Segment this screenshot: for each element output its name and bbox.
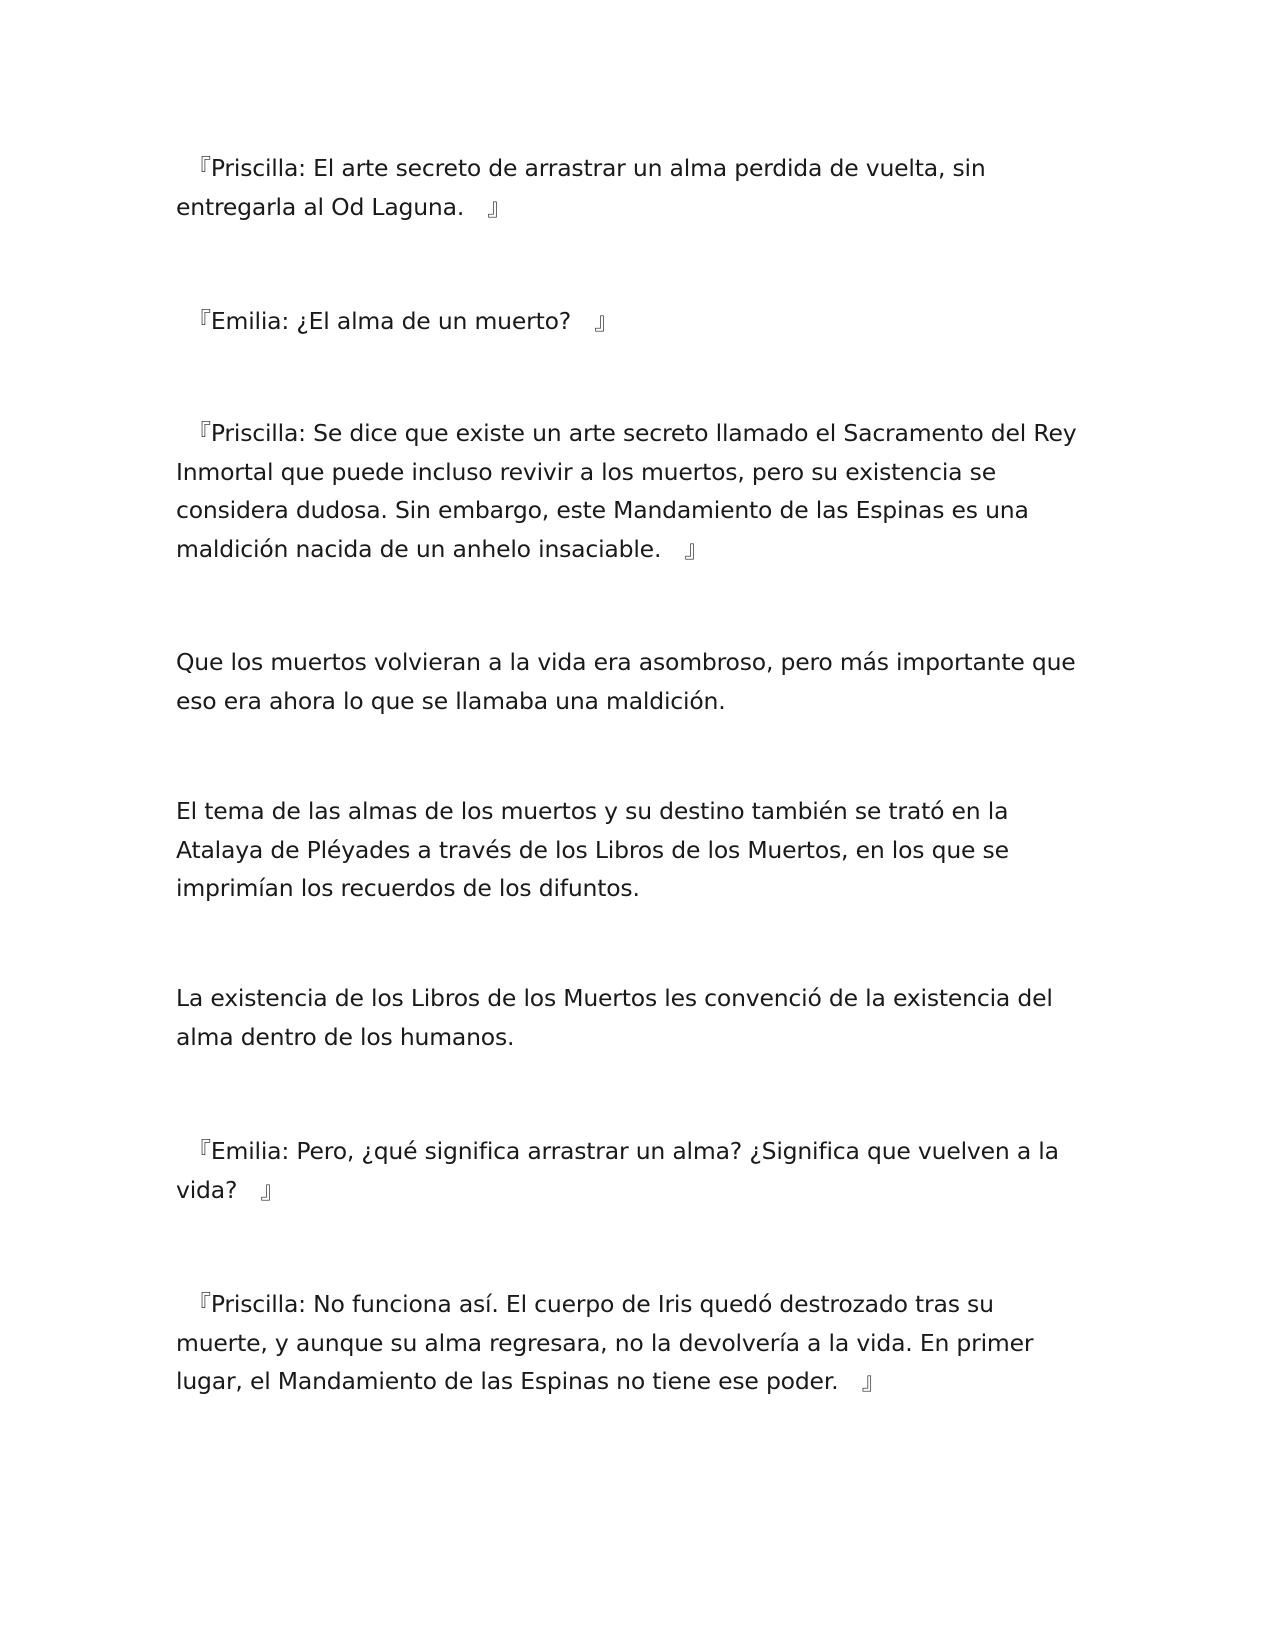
dialogue-priscilla-3 bbox=[176, 1285, 1106, 1401]
text-line: eso era ahora lo que se llamaba una maldición. bbox=[176, 686, 726, 715]
dialogue-emilia-2 bbox=[176, 1132, 1106, 1209]
text-line: 『Emilia: Pero, ¿qué significa arrastrar un alma? ¿Significa que vuelven a la bbox=[176, 1137, 1059, 1165]
text-line: maldición nacida de un anhelo insaciable. 』 bbox=[176, 534, 708, 563]
text-line: 『Priscilla: El arte secreto de arrastrar un alma perdida de vuelta, sin bbox=[176, 154, 986, 182]
dialogue-priscilla-1 bbox=[176, 149, 1106, 226]
text-line: vida? 』 bbox=[176, 1175, 284, 1204]
narration-paragraph-2 bbox=[176, 792, 1106, 908]
text-line: 『Priscilla: No funciona así. El cuerpo de Iris quedó destrozado tras su bbox=[176, 1290, 994, 1318]
text-line: muerte, y aunque su alma regresara, no la devolvería a la vida. En primer bbox=[176, 1328, 1034, 1357]
text-line: El tema de las almas de los muertos y su destino también se trató en la bbox=[176, 797, 1009, 825]
text-line: Atalaya de Pléyades a través de los Libros de los Muertos, en los que se bbox=[176, 835, 1009, 864]
text-line: imprimían los recuerdos de los difuntos. bbox=[176, 874, 640, 902]
text-line: alma dentro de los humanos. bbox=[176, 1022, 515, 1051]
text-line: La existencia de los Libros de los Muertos les convenció de la existencia del bbox=[176, 984, 1053, 1012]
text-line: lugar, el Mandamiento de las Espinas no tiene ese poder. 』 bbox=[176, 1367, 885, 1395]
text-line: 『Priscilla: Se dice que existe un arte secreto llamado el Sacramento del Rey bbox=[176, 419, 1077, 447]
text-line: 『Emilia: ¿El alma de un muerto? 』 bbox=[176, 307, 618, 335]
text-line: Inmortal que puede incluso revivir a los muertos, pero su existencia se bbox=[176, 457, 996, 486]
narration-paragraph-1 bbox=[176, 643, 1106, 720]
dialogue-emilia-1 bbox=[176, 302, 1106, 341]
text-line: considera dudosa. Sin embargo, este Mandamiento de las Espinas es una bbox=[176, 496, 1029, 524]
text-line: entregarla al Od Laguna. 』 bbox=[176, 192, 511, 221]
dialogue-priscilla-2 bbox=[176, 414, 1106, 568]
narration-paragraph-3 bbox=[176, 979, 1106, 1056]
text-line: Que los muertos volvieran a la vida era asombroso, pero más importante que bbox=[176, 648, 1076, 676]
